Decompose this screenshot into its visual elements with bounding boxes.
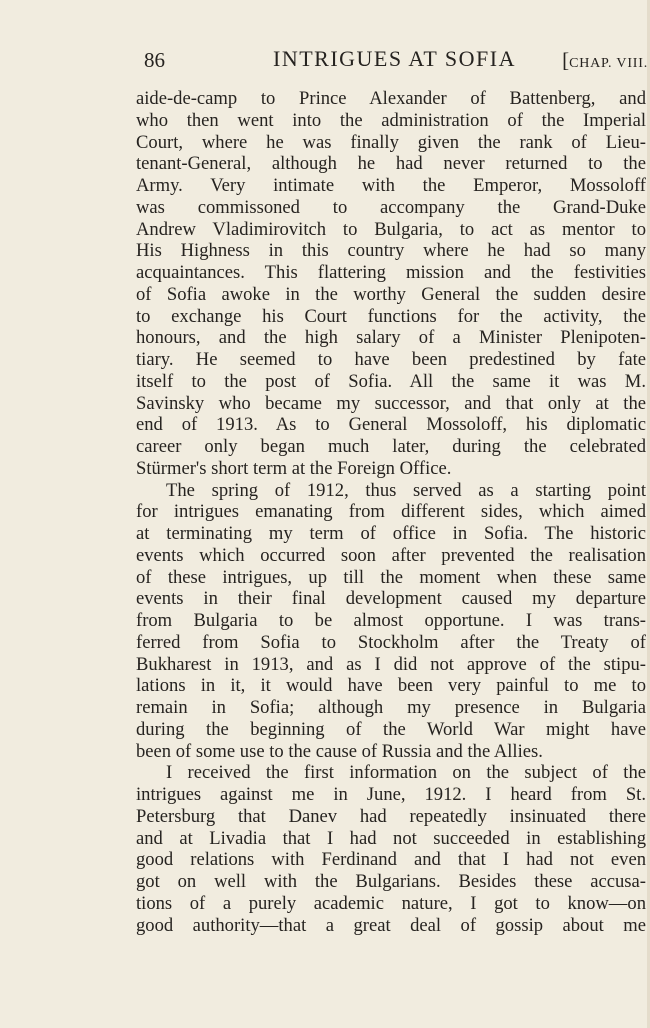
text-line: at terminating my term of office in Sofia. The historic [136,523,646,544]
text-line: and at Livadia that I had not succeeded in establishing [136,827,646,849]
text-line: Andrew Vladimirovitch to Bulgaria, to act as mentor to [136,218,646,240]
text-line: His Highness in this country where he had so many [136,240,646,262]
text-line: Stürmer's short term at the Foreign Office. [136,457,452,479]
text-line: Court, where he was finally given the rank of Lieu- [136,131,646,153]
text-line: Army. Very intimate with the Emperor, Mossoloff [136,175,646,196]
text-line: honours, and the high salary of a Minister Plenipoten- [136,327,646,349]
text-line: who then went into the administration of the Imperial [136,109,646,131]
text-line: remain in Sofia; although my presence in Bulgaria [136,697,646,718]
text-line: acquaintances. This flattering mission and the festivities [136,262,646,283]
text-line: Savinsky who became my successor, and that only at the [136,392,646,414]
text-line: events in their final development caused my departure [136,588,646,610]
text-line: good relations with Ferdinand and that I had not even [136,849,646,871]
text-line: of these intrigues, up till the moment when these same [136,566,646,588]
text-line: Petersburg that Danev had repeatedly insinuated there [136,805,646,827]
text-line: Bukharest in 1913, and as I did not approve of the stipu- [136,653,646,675]
text-line: aide-de-camp to Prince Alexander of Battenberg, and [136,88,646,109]
text-line: been of some use to the cause of Russia and the Allies. [136,740,543,762]
page-number: 86 [144,48,165,72]
text-line: events which occurred soon after prevented the realisation [136,544,646,566]
chapter-label [562,48,648,73]
text-line: of Sofia awoke in the worthy General the sudden desire [136,283,646,305]
text-line: lations in it, it would have been very painful to me to [136,675,646,697]
text-line: I received the first information on the subject of the [166,762,646,784]
text-line: The spring of 1912, thus served as a starting point [166,479,646,501]
text-line: got on well with the Bulgarians. Besides these accusa- [136,871,646,892]
paragraph [136,480,646,763]
text-line: good authority—that a great deal of gossip about me [136,914,646,936]
text-line: tenant-General, although he had never returned to the [136,153,646,175]
text-line: itself to the post of Sofia. All the same it was M. [136,370,646,392]
text-line: tiary. He seemed to have been predestined by fate [136,349,646,370]
text-line: for intrigues emanating from different sides, which aimed [136,501,646,523]
text-line: was commissoned to accompany the Grand-Duke [136,196,646,218]
running-title: INTRIGUES AT SOFIA [273,46,516,71]
text-line: from Bulgaria to be almost opportune. I was trans- [136,610,646,631]
text-line: career only began much later, during the celebrated [136,436,646,457]
text-line: end of 1913. As to General Mossoloff, his diplomatic [136,414,646,436]
paragraph [136,762,646,936]
paragraph [136,88,646,480]
text-line: tions of a purely academic nature, I got to know—on [136,892,646,914]
chapter-text: CHAP. VIII. [569,56,648,71]
chapter-bracket: [ [562,48,570,72]
text-line: intrigues against me in June, 1912. I heard from St. [136,784,646,805]
body-text [136,88,646,936]
text-line: during the beginning of the World War might have [136,718,646,740]
running-header [136,44,648,78]
text-line: to exchange his Court functions for the activity, the [136,305,646,327]
text-line: ferred from Sofia to Stockholm after the Treaty of [136,631,646,653]
